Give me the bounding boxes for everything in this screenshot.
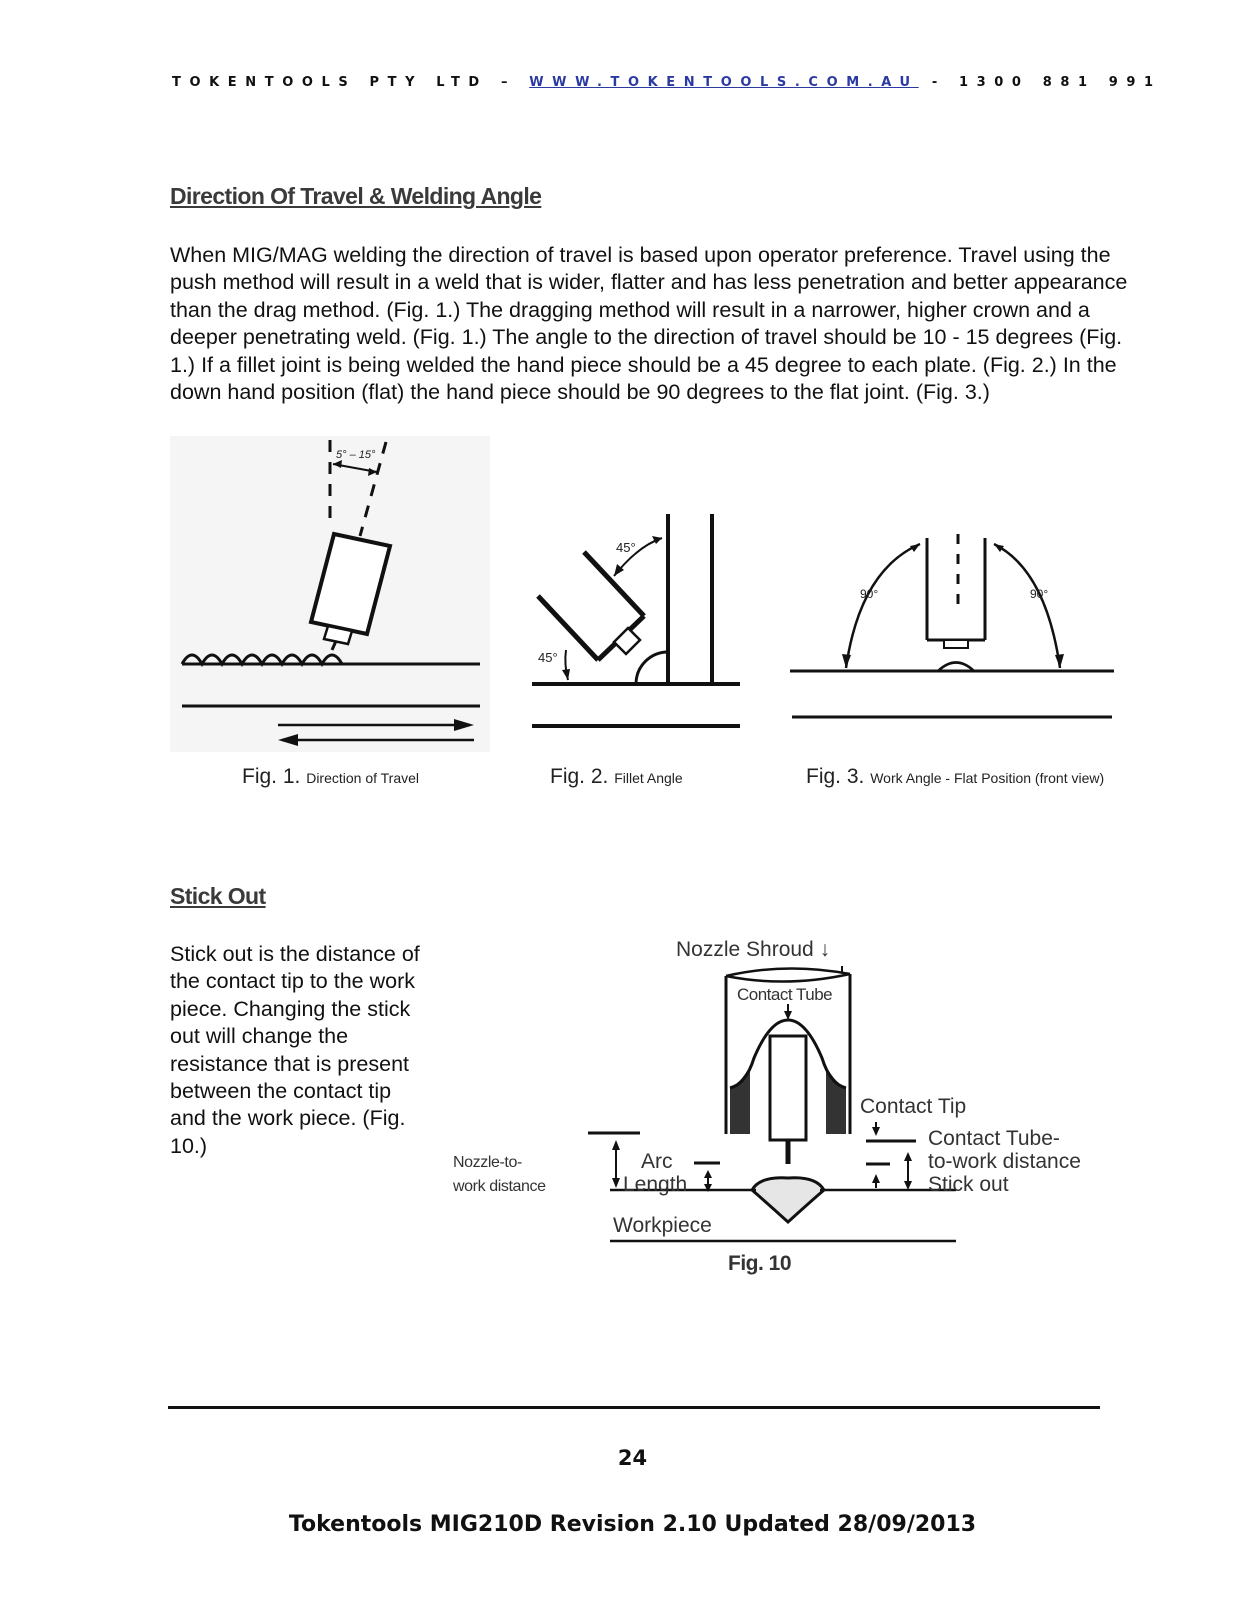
label-workpiece: Workpiece: [613, 1214, 712, 1237]
fig2-caption: Fig. 2. Fillet Angle: [550, 765, 683, 788]
footer-divider: [168, 1406, 1100, 1409]
fig3-caption: Fig. 3. Work Angle - Flat Position (front view): [806, 765, 1105, 788]
fig10-caption: Fig. 10: [728, 1252, 792, 1275]
figure-direction-of-travel: [170, 436, 490, 752]
label-arc: Arc: [641, 1150, 673, 1173]
fig1-angle-label: 5° – 15°: [336, 449, 376, 461]
page-number: 24: [617, 1446, 648, 1470]
fig2-angle-top: 45°: [616, 540, 636, 555]
fig2-angle-bottom: 45°: [538, 650, 558, 665]
section-paragraph-stick-out: Stick out is the distance of the contact tip to the work piece. Changing the stick out will change the resistance that is present between the contact tip and the work piece. (Fig. 10.): [170, 942, 420, 1158]
fig1-caption: Fig. 1. Direction of Travel: [242, 765, 420, 788]
down-arrow-icon: ↓: [819, 938, 831, 961]
page-header: TOKENTOOLS PTY LTD – WWW.TOKENTOOLS.COM.AU - 1300 881 991: [172, 75, 1162, 90]
footer-revision: Tokentools MIG210D Revision 2.10 Updated 28/09/2013: [288, 1512, 977, 1537]
fig3-angle-left: 90°: [860, 587, 879, 601]
section-title-direction: Direction Of Travel & Welding Angle: [170, 183, 542, 209]
section-title-stick-out: Stick Out: [170, 883, 266, 909]
section-paragraph-direction: When MIG/MAG welding the direction of travel is based upon operator preference. Travel using the push method will result in a weld that is wider, flatter and has less penetration and better appearance than the drag method. (Fig. 1.) The dragging method will result in a narrower, higher crown and a deeper penetrating weld. (Fig. 1.) The angle to the direction of travel should be 10 - 15 degrees (Fig. 1.) If a fillet joint is being welded the hand piece should be a 45 degree to each plate. (Fig. 2.) In the down hand position (flat) the hand piece should be 90 degrees to the flat joint. (Fig. 3.): [170, 243, 1128, 405]
phone-number: 1300 881 991: [959, 75, 1162, 90]
label-contact-tube-distance: Contact Tube- to-work distance Stick out: [928, 1127, 1081, 1196]
label-nozzle-shroud: Nozzle Shroud ↓: [676, 938, 831, 961]
label-contact-tube: Contact Tube: [737, 985, 833, 1004]
figure-fillet-angle: [528, 506, 746, 736]
fig3-angle-right: 90°: [1030, 587, 1049, 601]
label-length: Length: [623, 1173, 688, 1196]
label-contact-tip: Contact Tip: [860, 1095, 967, 1118]
label-nozzle-to-work: Nozzle-to- work distance: [453, 1154, 546, 1195]
website-link[interactable]: WWW.TOKENTOOLS.COM.AU: [529, 75, 919, 90]
company-name: TOKENTOOLS PTY LTD: [172, 75, 488, 90]
figure-work-angle: [788, 530, 1118, 726]
